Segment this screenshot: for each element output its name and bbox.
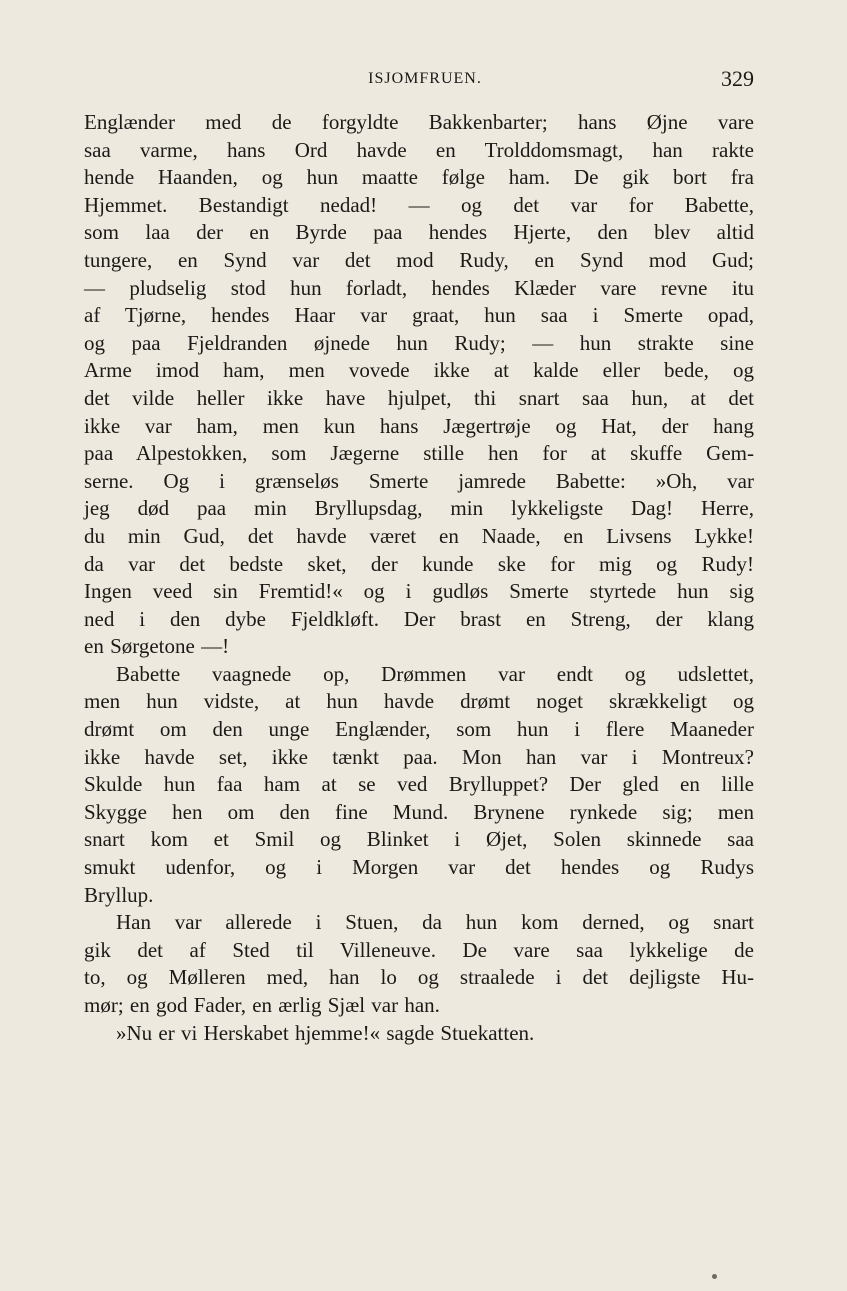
body-text [84,109,754,1047]
running-head [84,66,754,96]
text-line: jeg død paa min Bryllupsdag, min lykkeligste Dag! Herre, [84,496,754,521]
text-line: ikke havde set, ikke tænkt paa. Mon han var i Montreux? [84,744,754,769]
text-line: som laa der en Byrde paa hendes Hjerte, den blev altid [84,220,754,245]
text-line: hende Haanden, og hun maatte følge ham. De gik bort fra [84,165,754,190]
text-line: Han var allerede i Stuen, da hun kom derned, og snart [116,910,754,935]
ink-spot [712,1274,717,1279]
text-line: »Nu er vi Herskabet hjemme!« sagde Stuekatten. [116,1020,535,1045]
text-line: smukt udenfor, og i Morgen var det hendes og Rudys [84,855,754,880]
text-line: tungere, en Synd var det mod Rudy, en Synd mod Gud; [84,247,754,272]
text-line: Englænder med de forgyldte Bakkenbarter; hans Øjne vare [84,110,754,134]
text-line: da var det bedste sket, der kunde ske for mig og Rudy! [84,551,754,576]
text-line: af Tjørne, hendes Haar var graat, hun saa i Smerte opad, [84,303,754,328]
text-line: paa Alpestokken, som Jægerne stille hen for at skuffe Gem- [84,441,754,466]
text-line: drømt om den unge Englænder, som hun i flere Maaneder [84,717,754,742]
text-line: en Sørgetone —! [84,634,230,659]
text-line: men hun vidste, at hun havde drømt noget skrækkeligt og [84,689,754,714]
text-line: — pludselig stod hun forladt, hendes Klæder vare revne itu [84,275,754,300]
text-line: Skygge hen om den fine Mund. Brynene rynkede sig; men [84,799,754,824]
text-line: to, og Mølleren med, han lo og straalede i det dejligste Hu- [84,965,754,990]
text-line: og paa Fjeldranden øjnede hun Rudy; — hun strakte sine [84,330,754,355]
text-line: ned i den dybe Fjeldkløft. Der brast en Streng, der klang [84,606,754,631]
text-line: serne. Og i grænseløs Smerte jamrede Babette: »Oh, var [84,468,754,493]
text-line: Skulde hun faa ham at se ved Brylluppet? Der gled en lille [84,772,754,797]
text-line: snart kom et Smil og Blinket i Øjet, Solen skinnede saa [84,827,754,852]
text-line: Babette vaagnede op, Drømmen var endt og udslettet, [116,661,754,686]
text-line: gik det af Sted til Villeneuve. De vare saa lykkelige de [84,937,754,962]
running-title: ISJOMFRUEN. [368,70,482,87]
text-line: mør; en god Fader, en ærlig Sjæl var han. [84,993,440,1017]
text-line: ikke var ham, men kun hans Jægertrøje og Hat, der hang [84,413,754,438]
text-line: du min Gud, det havde været en Naade, en Livsens Lykke! [84,523,754,548]
text-line: det vilde heller ikke have hjulpet, thi snart saa hun, at det [84,385,754,410]
text-line: Arme imod ham, men vovede ikke at kalde eller bede, og [84,358,754,383]
page-number: 329 [721,66,754,91]
text-line: Hjemmet. Bestandigt nedad! — og det var for Babette, [84,192,754,217]
text-line: Bryllup. [84,882,154,907]
text-line: Ingen veed sin Fremtid!« og i gudløs Smerte styrtede hun sig [84,579,754,604]
text-line: saa varme, hans Ord havde en Trolddomsmagt, han rakte [84,137,754,162]
